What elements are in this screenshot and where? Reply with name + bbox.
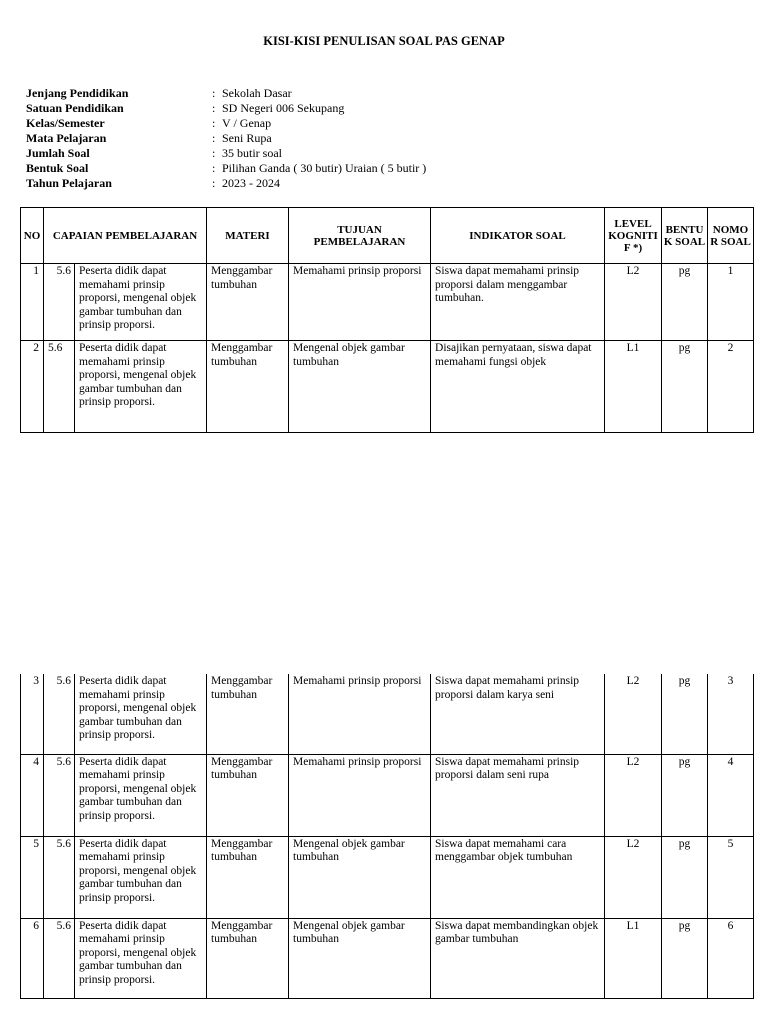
- cell-nomor: 1: [708, 264, 754, 341]
- cell-bentuk: pg: [662, 264, 708, 341]
- info-colon: :: [212, 176, 216, 190]
- info-colon: :: [212, 101, 216, 115]
- cell-tujuan: Mengenal objek gambar tumbuhan: [289, 918, 431, 998]
- cell-kode: 5.6: [44, 674, 75, 754]
- cell-indikator: Siswa dapat membandingkan objek gambar tumbuhan: [431, 918, 605, 998]
- table-header-row: [21, 208, 754, 264]
- info-label: Bentuk Soal: [26, 161, 89, 175]
- table-row: [21, 754, 754, 836]
- cell-no: 6: [21, 918, 44, 998]
- cell-capaian: Peserta didik dapat memahami prinsip proporsi, mengenal objek gambar tumbuhan dan prinsip proporsi.: [75, 836, 207, 918]
- cell-tujuan: Memahami prinsip proporsi: [289, 264, 431, 341]
- cell-indikator: Disajikan pernyataan, siswa dapat memahami fungsi objek: [431, 341, 605, 433]
- table-row: [21, 674, 754, 754]
- info-row-jenjang: [26, 86, 426, 101]
- cell-indikator: Siswa dapat memahami prinsip proporsi dalam karya seni: [431, 674, 605, 754]
- info-label: Kelas/Semester: [26, 116, 105, 130]
- cell-bentuk: pg: [662, 754, 708, 836]
- info-row-jumlah: [26, 146, 426, 161]
- kisi-table-page-1: [20, 207, 754, 433]
- cell-tujuan: Memahami prinsip proporsi: [289, 674, 431, 754]
- cell-materi: Menggambar tumbuhan: [207, 918, 289, 998]
- cell-materi: Menggambar tumbuhan: [207, 836, 289, 918]
- cell-no: 2: [21, 341, 44, 433]
- cell-kode: 5.6: [44, 836, 75, 918]
- header-no: NO: [21, 208, 44, 264]
- info-row-mapel: [26, 131, 426, 146]
- info-label: Jumlah Soal: [26, 146, 90, 160]
- cell-tujuan: Memahami prinsip proporsi: [289, 754, 431, 836]
- table-row: [21, 264, 754, 341]
- cell-nomor: 5: [708, 836, 754, 918]
- info-colon: :: [212, 161, 216, 175]
- info-colon: :: [212, 131, 216, 145]
- cell-kode: 5.6: [44, 754, 75, 836]
- header-level: LEVEL KOGNITI F *): [605, 208, 662, 264]
- cell-bentuk: pg: [662, 674, 708, 754]
- cell-capaian: Peserta didik dapat memahami prinsip proporsi, mengenal objek gambar tumbuhan dan prinsip proporsi.: [75, 918, 207, 998]
- cell-bentuk: pg: [662, 836, 708, 918]
- info-row-kelas: [26, 116, 426, 131]
- cell-level: L2: [605, 754, 662, 836]
- info-label: Satuan Pendidikan: [26, 101, 124, 115]
- cell-level: L2: [605, 264, 662, 341]
- info-value: SD Negeri 006 Sekupang: [222, 101, 345, 115]
- cell-capaian: Peserta didik dapat memahami prinsip proporsi, mengenal objek gambar tumbuhan dan prinsip proporsi.: [75, 341, 207, 433]
- info-value: Pilihan Ganda ( 30 butir) Uraian ( 5 butir ): [222, 161, 427, 175]
- cell-nomor: 6: [708, 918, 754, 998]
- header-nomor: NOMOR SOAL: [708, 208, 754, 264]
- info-value: V / Genap: [222, 116, 272, 130]
- info-label: Mata Pelajaran: [26, 131, 107, 145]
- info-colon: :: [212, 146, 216, 160]
- table-row: [21, 836, 754, 918]
- cell-kode: 5.6: [44, 341, 75, 433]
- header-materi: MATERI: [207, 208, 289, 264]
- kisi-table-page-2: [20, 674, 754, 999]
- info-row-satuan: [26, 101, 426, 116]
- cell-materi: Menggambar tumbuhan: [207, 674, 289, 754]
- info-row-tahun: [26, 176, 426, 191]
- cell-materi: Menggambar tumbuhan: [207, 754, 289, 836]
- cell-nomor: 4: [708, 754, 754, 836]
- cell-bentuk: pg: [662, 341, 708, 433]
- cell-level: L1: [605, 341, 662, 433]
- info-colon: :: [212, 86, 216, 100]
- cell-indikator: Siswa dapat memahami cara menggambar objek tumbuhan: [431, 836, 605, 918]
- header-bentuk: BENTUK SOAL: [662, 208, 708, 264]
- cell-materi: Menggambar tumbuhan: [207, 341, 289, 433]
- cell-tujuan: Mengenal objek gambar tumbuhan: [289, 836, 431, 918]
- header-indikator: INDIKATOR SOAL: [431, 208, 605, 264]
- info-value: 35 butir soal: [222, 146, 282, 160]
- document-title: KISI-KISI PENULISAN SOAL PAS GENAP: [263, 34, 505, 48]
- cell-level: L2: [605, 836, 662, 918]
- info-colon: :: [212, 116, 216, 130]
- cell-kode: 5.6: [44, 264, 75, 341]
- info-value: Sekolah Dasar: [222, 86, 292, 100]
- cell-no: 5: [21, 836, 44, 918]
- cell-capaian: Peserta didik dapat memahami prinsip proporsi, mengenal objek gambar tumbuhan dan prinsip proporsi.: [75, 264, 207, 341]
- cell-level: L2: [605, 674, 662, 754]
- header-capaian: CAPAIAN PEMBELAJARAN: [44, 208, 207, 264]
- cell-nomor: 2: [708, 341, 754, 433]
- cell-level: L1: [605, 918, 662, 998]
- cell-tujuan: Mengenal objek gambar tumbuhan: [289, 341, 431, 433]
- table-row: [21, 341, 754, 433]
- cell-capaian: Peserta didik dapat memahami prinsip proporsi, mengenal objek gambar tumbuhan dan prinsip proporsi.: [75, 674, 207, 754]
- cell-bentuk: pg: [662, 918, 708, 998]
- cell-materi: Menggambar tumbuhan: [207, 264, 289, 341]
- cell-capaian: Peserta didik dapat memahami prinsip proporsi, mengenal objek gambar tumbuhan dan prinsip proporsi.: [75, 754, 207, 836]
- cell-indikator: Siswa dapat memahami prinsip proporsi dalam seni rupa: [431, 754, 605, 836]
- info-label: Tahun Pelajaran: [26, 176, 112, 190]
- identity-block: [26, 86, 426, 191]
- info-value: Seni Rupa: [222, 131, 272, 145]
- info-value: 2023 - 2024: [222, 176, 280, 190]
- info-row-bentuk: [26, 161, 426, 176]
- cell-indikator: Siswa dapat memahami prinsip proporsi dalam menggambar tumbuhan.: [431, 264, 605, 341]
- cell-nomor: 3: [708, 674, 754, 754]
- cell-no: 3: [21, 674, 44, 754]
- cell-no: 1: [21, 264, 44, 341]
- header-tujuan: TUJUAN PEMBELAJARAN: [289, 208, 431, 264]
- table-row: [21, 918, 754, 998]
- cell-kode: 5.6: [44, 918, 75, 998]
- cell-no: 4: [21, 754, 44, 836]
- info-label: Jenjang Pendidikan: [26, 86, 129, 100]
